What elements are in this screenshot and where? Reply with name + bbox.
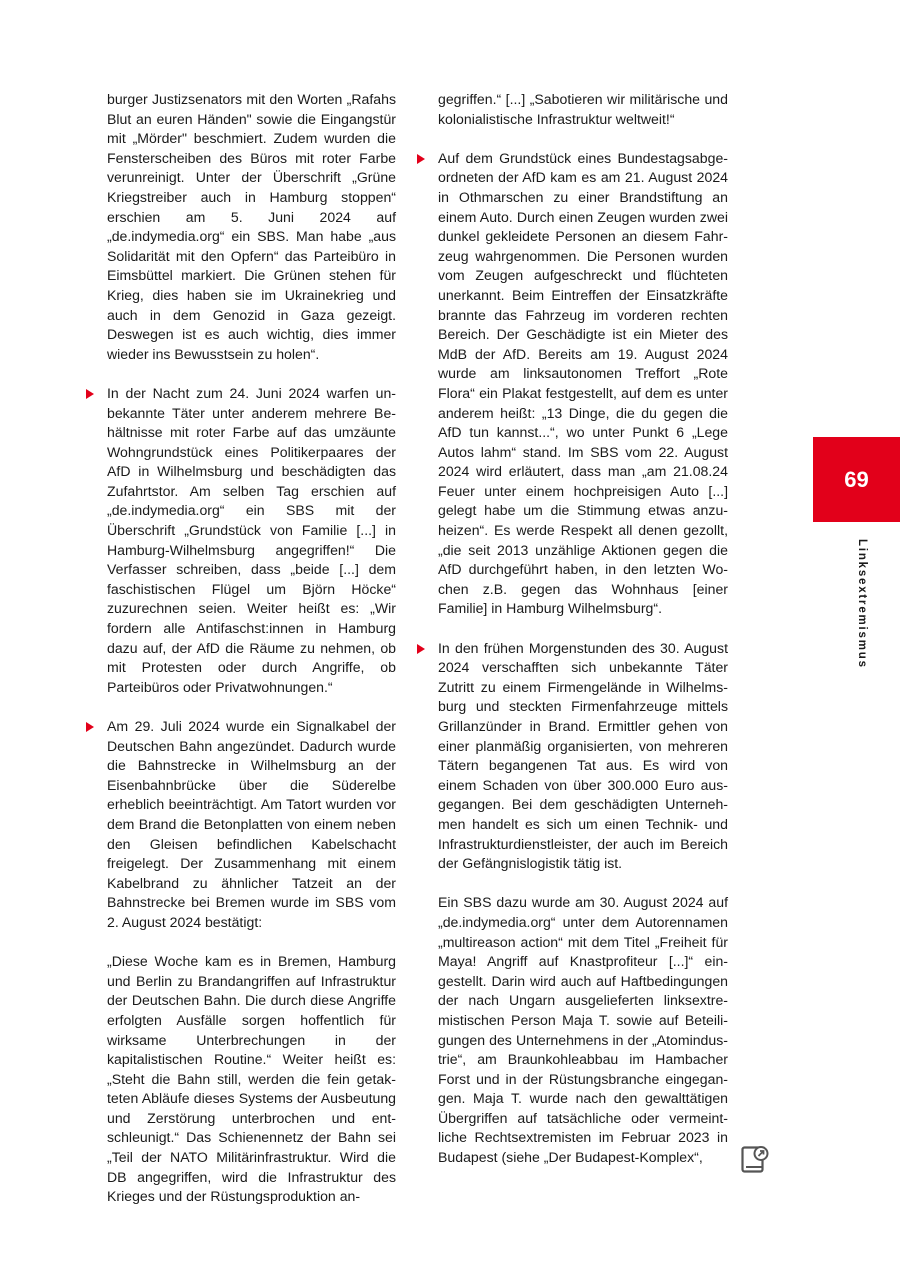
bullet-text: Am 29. Juli 2024 wurde ein Signalkabel der Deutschen Bahn angezündet. Dadurch wurde die Bahnstrecke in Wilhelmsburg an der Eisenbahnbrücke über die Süderelbe erheblich beeinträchtigt. Am Tatort wurden vor dem Brand die Betonplatten von einem neben den Gleisen befindlichen Kabelschacht freigelegt. Der Zusammenhang mit einem Kabelbrand zu ähnlicher Tatzeit an der Bahnstrecke bei Bremen wurde im SBS vom 2. August 2024 bestätigt: bbox=[107, 718, 396, 930]
bullet-text: Auf dem Grundstück eines Bundestagsabgeordneten der AfD kam es am 21. August 2024 in Othmarschen zu einer Brandstiftung an einem Auto. Durch einen Zeugen wurden zwei dunkel gekleidete Personen an diesem Fahrzeug wahrgenommen. Die Personen wurden vom Zeugen aufgeschreckt und flüchteten unerkannt. Beim Eintreffen der Einsatzkräfte brannte das Fahrzeug im vorderen rechten Bereich. Der Geschädigte ist ein Mieter des MdB der AfD. Bereits am 19. August 2024 wurde am linksautonomen Treffort „Rote Flora“ ein Plakat festgestellt, auf dem es unter anderem heißt: „13 Dinge, die du gegen die AfD tun kannst...“, wo unter Punkt 6 „Lege Autos lahm“ stand. Im SBS vom 22. August 2024 wird erläutert, dass man „am 21.08.24 Feuer unter einem hochpreisigen Auto [...] gelegt habe um die Stimmung etwas anzuheizen“. Es werde Respekt all denen gezollt, „die seit 2013 unzählige Aktionen gegen die AfD durchgeführt haben, in den letzten Wochen z.B. gegen das Wohnhaus [einer Familie] in Hamburg Wilhelmsburg“. bbox=[438, 149, 728, 617]
bullet-triangle-icon bbox=[417, 154, 425, 164]
bullet-item bbox=[438, 149, 728, 619]
section-label: Linksextremismus bbox=[856, 539, 868, 669]
bullet-item bbox=[107, 384, 396, 698]
bullet-text: In der Nacht zum 24. Juni 2024 warfen unbekannte Täter unter anderem mehrere Behältnisse mit roter Farbe auf das umzäunte Wohngrundstück eines Politikerpaares der AfD in Wilhelmsburg und beschädigten das Zufahrtstor. Am selben Tag erschien auf „de.indymedia.org“ ein SBS mit der Überschrift „Grundstück von Familie [...] in Hamburg-Wilhelmsburg angegriffen!“ Die Verfasser schreiben, dass „beide [...] dem faschistischen Flügel um Björn Höcke“ zuzurechnen seien. Weiter heißt es: „Wir fordern alle Antifaschst:innen in Hamburg dazu auf, der AfD die Räume zu nehmen, ob mit Protesten oder durch Angriffe, ob Parteibüros oder Privatwohnungen.“ bbox=[107, 384, 396, 695]
bullet-triangle-icon bbox=[86, 389, 94, 399]
left-column bbox=[107, 90, 396, 1207]
bullet-triangle-icon bbox=[86, 722, 94, 732]
bullet-item bbox=[438, 639, 728, 874]
page-number: 69 bbox=[844, 466, 869, 492]
paragraph: Ein SBS dazu wurde am 30. August 2024 auf „de.indymedia.org“ unter dem Autorennamen „multireason action“ mit dem Titel „Freiheit für Maya! Angriff auf Knastprofiteur [...]“ eingestellt. Darin wird auch auf Haftbedingungen der nach Ungarn ausgelieferten linksextremistischen Person Maja T. sowie auf Beteiligungen des Unternehmens in der „Atomindustrie“, am Braunkohleabbau im Hambacher Forst und in der Rüstungsbranche eingegangen. Maja T. wurde nach den gewalttätigen Übergriffen auf tatsächliche oder vermeintliche Rechtsextremisten im Februar 2023 in Budapest (siehe „Der Budapest-Komplex“, bbox=[438, 894, 728, 1166]
bullet-triangle-icon bbox=[417, 644, 425, 654]
bullet-item bbox=[107, 717, 396, 933]
book-link-icon[interactable] bbox=[739, 1143, 771, 1175]
paragraph: gegriffen.“ [...] „Sabotieren wir militärische und kolonialistische Infrastruktur weltweit!“ bbox=[438, 91, 728, 127]
bullet-text: In den frühen Morgenstunden des 30. August 2024 verschafften sich unbekannte Täter Zutritt zu einem Firmengelände in Wilhelmsburg und steckten Firmenfahrzeuge mittels Grillanzünder in Brand. Ermittler gehen von einer planmäßig organisierten, von mehreren Tätern begangenen Tat aus. Es wird von einem Schaden von über 300.000 Euro ausgegangen. Bei dem geschädigten Unternehmen handelt es sich um einen Technik- und Infrastrukturdienstleister, der auch im Bereich der Gefängnislogistik tätig ist. bbox=[438, 639, 728, 872]
right-column bbox=[438, 90, 728, 1168]
page-number-tab bbox=[813, 437, 900, 522]
paragraph: burger Justizsenators mit den Worten „Rafahs Blut an euren Händen" sowie die Eingangstür mit „Mörder" beschmiert. Zudem wurden die Fensterscheiben des Büros mit roter Farbe verunreinigt. Unter der Überschrift „Grüne Kriegstreiber auch in Hamburg stoppen“ erschien am 5. Juni 2024 auf „de.indymedia.org“ ein SBS. Man habe „aus Solidarität mit den Opfern“ das Parteibüro in Eimsbüttel markiert. Die Grünen stehen für Krieg, dies haben sie im Ukrainekrieg und auch in dem Genozid in Gaza gezeigt. Deswegen ist es auch wichtig, dies immer wieder ins Bewusstsein zu holen“. bbox=[107, 91, 396, 362]
quote-paragraph: „Diese Woche kam es in Bremen, Hamburg und Berlin zu Brandangriffen auf Infrastruktur der Deutschen Bahn. Die durch diese Angriffe erfolgten Ausfälle sorgen hoffentlich für wirksame Unterbrechungen in der kapitalistischen Routine.“ Weiter heißt es: „Steht die Bahn still, werden die fein getakteten Abläufe dieses Systems der Ausbeutung und Zerstörung unterbrochen und entschleunigt.“ Das Schienennetz der Bahn sei „Teil der NATO Militärinfrastruktur. Wird die DB angegriffen, wird die Infrastruktur des Krieges und der Rüstungsproduktion an- bbox=[107, 953, 396, 1205]
